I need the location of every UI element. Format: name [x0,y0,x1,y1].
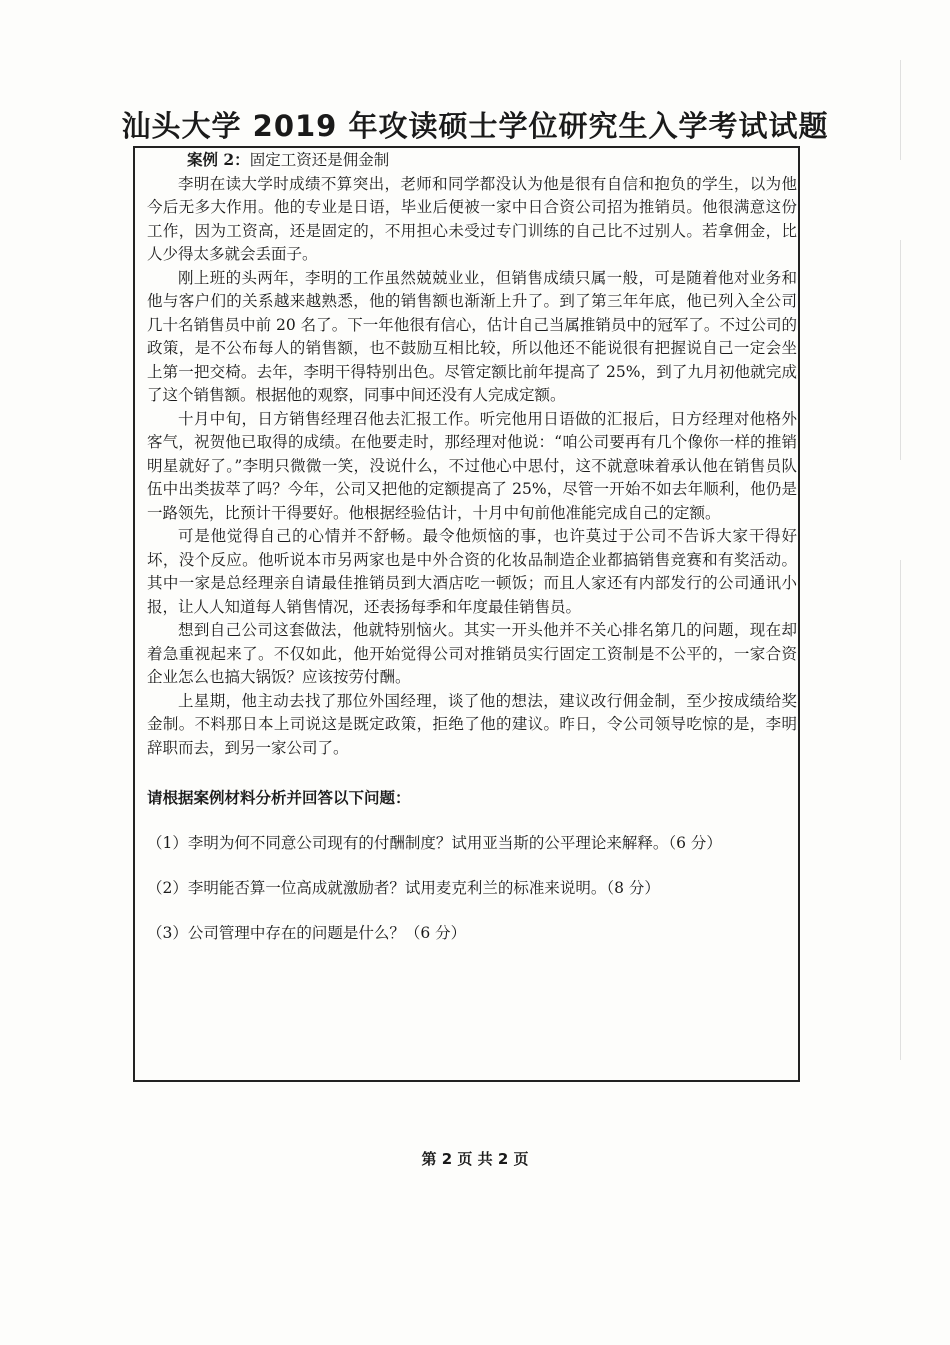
case-paragraph: 十月中旬，日方销售经理召他去汇报工作。听完他用日语做的汇报后，日方经理对他格外客气，祝贺他已取得的成绩。在他要走时，那经理对他说：“咱公司要再有几个像你一样的推销明星就好了。”李明只微微一笑，没说什么，不过他心中思付，这不就意味着承认他在销售员队伍中出类拔萃了吗？今年，公司又把他的定额提高了 25%，尽管一开始不如去年顺利，他仍是一路领先，比预计干得要好。他根据经验估计，十月中旬前他准能完成自己的定额。 [147,409,797,522]
scan-edge-line [900,60,901,1060]
page-title: 汕头大学 2019 年攻读硕士学位研究生入学考试试题 [121,109,829,143]
case-paragraph: 想到自己公司这套做法，他就特别恼火。其实一开头他并不关心排名第几的问题，现在却着急重视起来了。不仅如此，他开始觉得公司对推销员实行固定工资制是不公平的，一家合资企业怎么也搞大锅饭？应该按劳付酬。 [147,621,797,686]
page-number: 第 2 页 共 2 页 [421,1150,529,1168]
case-paragraph: 刚上班的头两年，李明的工作虽然兢兢业业，但销售成绩只属一般，可是随着他对业务和他与客户们的关系越来越熟悉，他的销售额也渐渐上升了。到了第三年年底，他已列入全公司几十名销售员中前 20 名了。下一年他很有信心，估计自己当属推销员中的冠军了。不过公司的政策，是不公布每人的销售额，也不鼓励互相比较，所以他还不能说很有把握说自己一定会坐上第一把交椅。去年，李明干得特别出色。尽管定额比前年提高了 25%，到了九月初他就完成了这个销售额。根据他的观察，同事中间还没有人完成定额。 [147,268,797,404]
exam-content [147,148,797,945]
case-title: 固定工资还是佣金制 [249,151,390,169]
question-prompt: 请根据案例材料分析并回答以下问题： [147,788,411,807]
question-3: （3）公司管理中存在的问题是什么？（6 分） [147,923,467,942]
question-2: （2）李明能否算一位高成就激励者？试用麦克利兰的标准来说明。（8 分） [147,879,660,897]
case-paragraph: 上星期，他主动去找了那位外国经理，谈了他的想法，建议改行佣金制，至少按成绩给奖金制。不料那日本上司说这是既定政策，拒绝了他的建议。昨日，令公司领导吃惊的是，李明辞职而去，到另一家公司了。 [147,691,797,757]
question-1: （1）李明为何不同意公司现有的付酬制度？试用亚当斯的公平理论来解释。（6 分） [147,833,722,852]
case-heading [187,148,797,173]
case-paragraph: 可是他觉得自己的心情并不舒畅。最令他烦恼的事，也许莫过于公司不告诉大家干得好坏，没个反应。他听说本市另两家也是中外合资的化妆品制造企业都搞销售竞赛和有奖活动。其中一家是总经理亲自请最佳推销员到大酒店吃一顿饭；而且人家还有内部发行的公司通讯小报，让人人知道每人销售情况，还表扬每季和年度最佳销售员。 [147,527,797,616]
case-label: 案例 2： [187,150,250,169]
case-paragraph: 李明在读大学时成绩不算突出，老师和同学都没认为他是很有自信和抱负的学生，以为他今后无多大作用。他的专业是日语，毕业后便被一家中日合资公司招为推销员。他很满意这份工作，因为工资高，还是固定的，不用担心未受过专门训练的自己比不过别人。若拿佣金，比人少得太多就会丢面子。 [147,174,797,263]
